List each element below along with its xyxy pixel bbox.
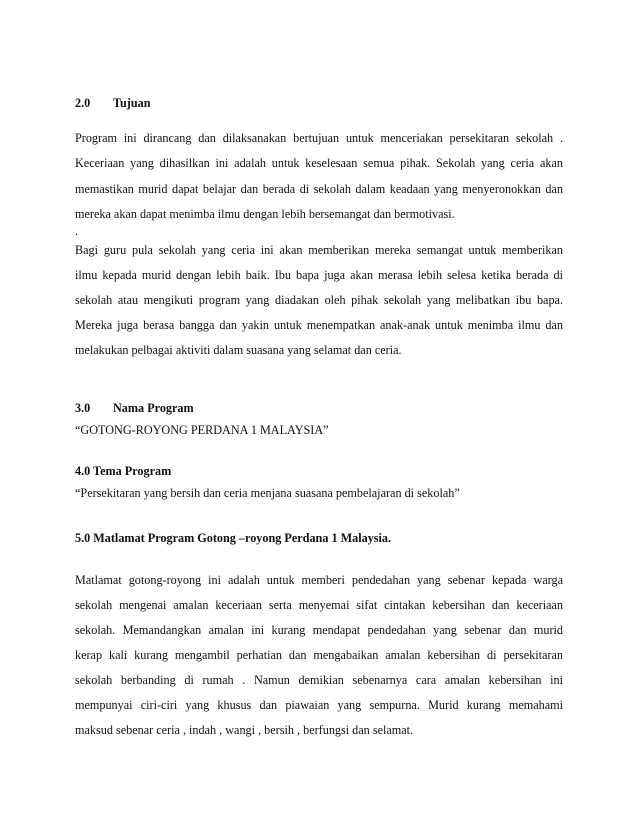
paragraph-line: sekolah berbanding di rumah . Namun demikian sebenarnya cara amalan kebersihan ini bbox=[75, 673, 563, 687]
paragraph-line: melakukan pelbagai aktiviti dalam suasana yang selamat dan ceria. bbox=[75, 343, 402, 357]
paragraph-line: memastikan murid dapat belajar dan berada di sekolah dalam keadaan yang menyeronokkan dan bbox=[75, 182, 563, 196]
paragraph-line: sekolah atau mengikuti program yang diadakan oleh pihak sekolah yang melibatkan ibu bapa. bbox=[75, 293, 563, 307]
paragraph-line: Bagi guru pula sekolah yang ceria ini akan memberikan mereka semangat untuk memberikan bbox=[75, 243, 563, 257]
paragraph-line: sekolah mengenai amalan keceriaan serta menyemai sifat cintakan kebersihan dan keceriaan bbox=[75, 598, 563, 612]
section-2-heading bbox=[75, 96, 563, 110]
paragraph-line: kerap kali kurang mengambil perhatian dan mengabaikan amalan kebersihan di persekitaran bbox=[75, 648, 563, 662]
section-3-heading bbox=[75, 401, 563, 415]
paragraph-line: mempunyai ciri-ciri yang khusus dan piawaian yang sempurna. Murid kurang memahami bbox=[75, 698, 563, 712]
program-theme: “Persekitaran yang bersih dan ceria menjana suasana pembelajaran di sekolah” bbox=[75, 486, 460, 500]
paragraph-line: Keceriaan yang dihasilkan ini adalah untuk keselesaan semua pihak. Sekolah yang ceria akan bbox=[75, 156, 563, 170]
paragraph-line: Mereka juga berasa bangga dan yakin untuk menempatkan anak-anak untuk menimba ilmu dan bbox=[75, 318, 563, 332]
section-4-heading: 4.0 Tema Program bbox=[75, 464, 172, 478]
stray-dot: . bbox=[75, 224, 79, 238]
paragraph-line: Matlamat gotong-royong ini adalah untuk memberi pendedahan yang sebenar kepada warga bbox=[75, 573, 563, 587]
section-3-number: 3.0 bbox=[75, 401, 91, 415]
paragraph-line: mereka akan dapat menimba ilmu dengan lebih bersemangat dan bermotivasi. bbox=[75, 207, 455, 221]
paragraph-line: Program ini dirancang dan dilaksanakan bertujuan untuk menceriakan persekitaran sekolah . bbox=[75, 131, 563, 145]
program-name: “GOTONG-ROYONG PERDANA 1 MALAYSIA” bbox=[75, 423, 329, 437]
section-2-number: 2.0 bbox=[75, 96, 91, 110]
paragraph-line: ilmu kepada murid dengan lebih baik. Ibu bapa juga akan merasa lebih selesa ketika berada di bbox=[75, 268, 563, 282]
paragraph-line: sekolah. Memandangkan amalan ini kurang mendapat pendedahan yang sebenar dan murid bbox=[75, 623, 563, 637]
section-5-heading: 5.0 Matlamat Program Gotong –royong Perdana 1 Malaysia. bbox=[75, 531, 392, 545]
section-2-title: Tujuan bbox=[113, 96, 151, 110]
paragraph-line: maksud sebenar ceria , indah , wangi , bersih , berfungsi dan selamat. bbox=[75, 723, 414, 737]
section-3-title: Nama Program bbox=[113, 401, 194, 415]
